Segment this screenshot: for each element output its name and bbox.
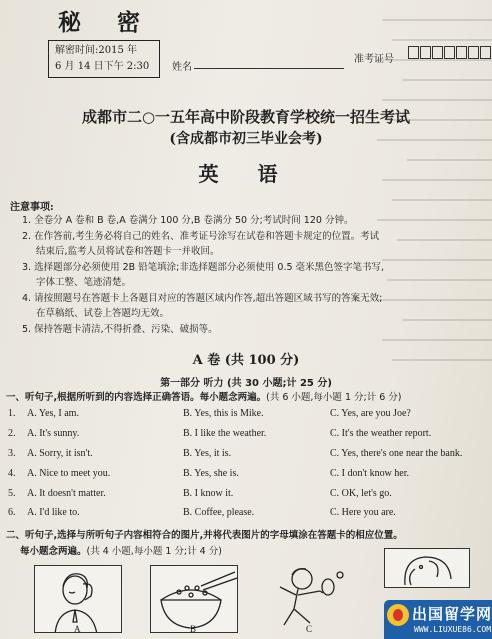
decrypt-time-line1: 解密时间:2015 年: [55, 45, 137, 56]
note-item: 字体工整、笔迹清楚。: [36, 277, 132, 288]
note-item: 1. 全卷分 A 卷和 B 卷,A 卷满分 100 分,B 卷满分 50 分;考试时间 120 分钟。: [22, 215, 354, 226]
question-number: 3.: [8, 448, 16, 459]
option-a: A. Nice to meet you.: [27, 468, 111, 479]
picture-label-c: C: [306, 624, 313, 634]
option-b: B. Yes, it is.: [183, 448, 232, 459]
exam-id-label: 准考证号: [354, 54, 394, 65]
exam-title: 成都市二○一五年高中阶段教育学校统一招生考试: [81, 108, 411, 126]
section2-heading: 二、听句子,选择与所听句子内容相符合的图片,并将代表图片的字母填涂在答题卡的相应位置。: [6, 530, 403, 541]
note-item: 结束后,监考人员将试卷和答题卡一并收回。: [36, 246, 220, 257]
question-row: [0, 507, 492, 524]
picture-b-rice-bowl: [150, 565, 238, 633]
option-c: C. OK, let's go.: [330, 488, 392, 499]
section1-score: (共 6 小题,每小题 1 分;计 6 分): [266, 392, 402, 403]
section2-heading-cont: [20, 543, 222, 557]
option-b: B. I know it.: [183, 488, 234, 499]
note-item: 4. 请按照题号在答题卡上各题目对应的答题区域内作答,超出答题区域书写的答案无效;: [22, 292, 383, 304]
question-number: 5.: [8, 488, 16, 499]
exam-id-box: [456, 46, 467, 59]
option-b: B. I like the weather.: [183, 428, 267, 439]
picture-c-tennis: [266, 565, 352, 633]
section2-instruction-cont: 每小题念两遍。: [20, 546, 87, 557]
exam-id-box: [408, 46, 419, 59]
question-number: 1.: [8, 408, 16, 419]
option-b: B. Yes, she is.: [183, 468, 239, 479]
question-number: 2.: [8, 428, 16, 439]
option-c: C. I don't know her.: [330, 468, 410, 479]
question-row: [0, 468, 492, 485]
exam-id-boxes: [408, 46, 492, 59]
note-item: 在草稿纸、试卷上答题均无效。: [36, 308, 170, 319]
option-c: C. Yes, there's one near the bank.: [330, 448, 463, 459]
question-number: 6.: [8, 507, 16, 518]
question-row: [0, 448, 492, 465]
site-logo: [384, 600, 492, 639]
option-a: A. I'd like to.: [27, 507, 80, 518]
exam-id-box: [444, 46, 455, 59]
picture-label-b: B: [190, 624, 197, 634]
option-a: A. Yes, I am.: [27, 408, 79, 419]
option-b: B. Yes, this is Mike.: [183, 408, 264, 419]
option-a: A. Sorry, it isn't.: [27, 448, 93, 459]
option-a: A. It's sunny.: [27, 428, 80, 439]
option-c: C. Here you are.: [330, 507, 396, 518]
option-c: C. Yes, are you Joe?: [330, 408, 411, 419]
logo-url: WWW.LIUXUE86.COM: [414, 625, 492, 634]
note-item: 2. 在作答前,考生务必将自己的姓名、准考证号涂写在试卷和答题卡规定的位置。考试: [22, 230, 380, 242]
picture-label-a: A: [74, 624, 81, 634]
exam-id-box: [420, 46, 431, 59]
section1-heading: [6, 389, 402, 403]
option-c: C. It's the weather report.: [330, 428, 432, 439]
logo-text: 出国留学网: [412, 605, 492, 623]
exam-subtitle: (含成都市初三毕业会考): [169, 131, 323, 147]
name-field-line: [194, 68, 344, 69]
question-row: [0, 408, 492, 425]
decrypt-time-box: [48, 40, 160, 78]
notes-list: [14, 213, 479, 337]
option-a: A. It doesn't matter.: [27, 488, 106, 499]
picture-a-phone-call: [34, 565, 122, 633]
decrypt-time-line2: 6 月 14 日下午 2:30: [55, 61, 150, 72]
exam-id-box: [432, 46, 443, 59]
exam-id-box: [468, 46, 479, 59]
question-number: 4.: [8, 468, 16, 479]
subject-title: 英 语: [198, 162, 294, 186]
logo-emblem-icon: [387, 604, 409, 626]
volume-a-title: A 卷 (共 100 分): [192, 353, 300, 368]
section2-score: (共 4 小题,每小题 1 分;计 4 分): [86, 546, 222, 557]
section1-instruction: 一、听句子,根据所听到的内容选择正确答语。每小题念两遍。: [6, 392, 267, 403]
picture-d-elephant: [384, 548, 470, 588]
part1-title: 第一部分 听力 (共 30 小题;计 25 分): [160, 378, 332, 389]
option-b: B. Coffee, please.: [183, 507, 255, 518]
secret-mark: 秘 密: [58, 9, 155, 36]
notes-heading: 注意事项:: [10, 202, 54, 213]
note-item: 5. 保持答题卡清洁,不得折叠、污染、破损等。: [22, 323, 218, 335]
note-item: 3. 选择题部分必须使用 2B 铅笔填涂;非选择题部分必须使用 0.5 毫米黑色签字笔书写,: [22, 261, 385, 273]
question-row: [0, 428, 492, 445]
question-row: [0, 488, 492, 505]
exam-id-box: [480, 46, 491, 59]
name-label: 姓名: [172, 62, 192, 73]
